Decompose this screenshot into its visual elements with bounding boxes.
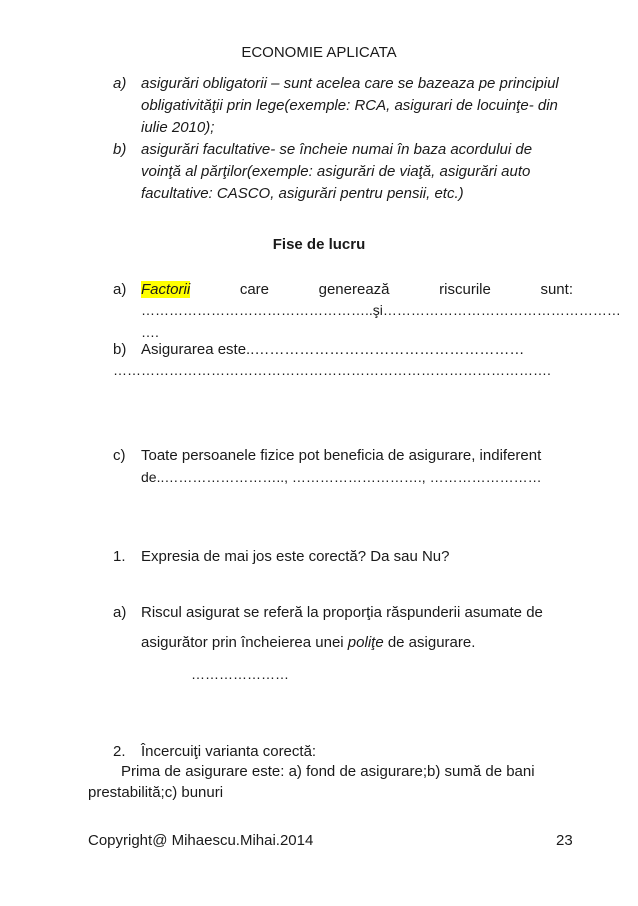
item-a-word: care [239, 281, 269, 298]
q1-line2-pre: asigurător prin încheierea unei [141, 634, 348, 651]
highlighted-word: Factorii [141, 281, 191, 298]
footer-copyright: Copyright@ Mihaescu.Mihai.2014 [88, 832, 314, 849]
question-1-item-line2 [141, 634, 475, 651]
item-a-word: riscurile [439, 281, 491, 298]
item-b-marker: b) [113, 341, 127, 358]
question-2-line2: prestabilită;c) bunuri [88, 784, 224, 801]
item-c-line2: de..…………………….., ………………………., …………………… [141, 469, 542, 485]
q1-line2-post: de asigurare. [383, 634, 476, 651]
question-1-text: Expresia de mai jos este corectă? Da sau Nu? [141, 548, 450, 565]
question-1-item-line1: Riscul asigurat se referă la proporţia răspunderii asumate de [141, 604, 543, 621]
question-2-number: 2. [113, 743, 126, 760]
item-b-blank-line: …………………………………………………………………………………. [113, 362, 551, 378]
item-a-blank-end: …. [141, 324, 159, 340]
question-2-text: Încercuiţi varianta corectă: [141, 743, 317, 760]
question-1-answer-blank: ………………… [191, 666, 289, 682]
section-title: Fise de lucru [272, 236, 366, 253]
page-number: 23 [556, 832, 573, 849]
type-b-line3: facultative: CASCO, asigurări pentru pensii, etc.) [141, 185, 464, 202]
type-b-line2: voinţă al părţilor(exemple: asigurări de viaţă, asigurări auto [141, 163, 531, 180]
item-a-blank-line: …………………………………………..şi…………………………………………… [141, 302, 621, 318]
item-a-marker: a) [113, 281, 127, 298]
question-1-item-marker: a) [113, 604, 127, 621]
type-b-line1: asigurări facultative- se încheie numai în baza acordului de [141, 141, 533, 158]
question-1-number: 1. [113, 548, 126, 565]
list-marker-a: a) [113, 75, 127, 92]
item-c-line1: Toate persoanele fizice pot beneficia de asigurare, indiferent [141, 447, 542, 464]
page-header: ECONOMIE APLICATA [241, 44, 397, 61]
item-a-word: generează [318, 281, 390, 298]
type-a-line1 [141, 75, 573, 92]
type-a-line2: obligativităţii prin lege(exemple: RCA, asigurari de locuinţe- din [141, 97, 558, 114]
item-a-word: sunt: [540, 281, 573, 298]
item-a-line1 [141, 281, 573, 298]
q1-line2-emphasis: poliţe [347, 634, 384, 651]
question-2-line1: Prima de asigurare este: a) fond de asigurare;b) sumă de bani [121, 763, 535, 780]
item-b-line1: Asigurarea este..……………………………………………… [141, 341, 525, 358]
type-a-line1-text: asigurări obligatorii – sunt acelea care se bazeaza pe principiul [141, 75, 559, 92]
list-marker-b: b) [113, 141, 127, 158]
type-a-line3: iulie 2010); [141, 119, 215, 136]
item-c-marker: c) [113, 447, 126, 464]
